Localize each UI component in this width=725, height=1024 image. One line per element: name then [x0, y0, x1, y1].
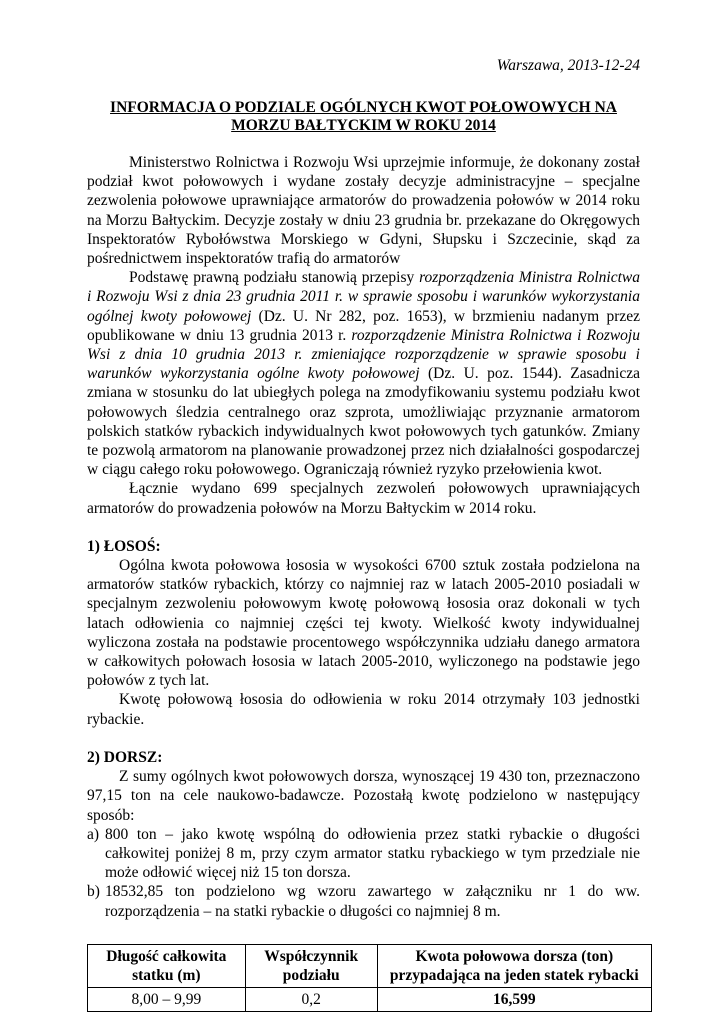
cod-quota-table: [87, 944, 652, 1012]
table-header-length: Długość całkowita statku (m): [88, 944, 246, 987]
table-header-coefficient: Współczynnik podziału: [245, 944, 377, 987]
salmon-paragraph-1: Ogólna kwota połowowa łososia w wysokości 6700 sztuk została podzielona na armatorów statków rybackich, którzy co najmniej raz w latach 2005-2010 posiadali w specjalnym zezwoleniu połowowym kwotę połowową łososia oraz dokonali w tych latach odłowienia co najmniej części tej kwoty. Wielkość kwoty indywidualnej wyliczona została na podstawie procentowego współczynnika udziału danego armatora w całkowitych połowach łososia w latach 2005-2010, wyliczonego na podstawie jego połowów z tych lat.: [87, 557, 640, 690]
section-heading-salmon: 1) ŁOSOŚ:: [87, 537, 161, 555]
regulation-title-2011: rozporządzenia Ministra Rolnictwa i Rozwoju Wsi z dnia 23 grudnia 2011 r. w sprawie sposobu i warunków wykorzystania ogólnej kwoty połowowej: [87, 269, 640, 325]
list-item-text: 800 ton – jako kwotę wspólną do odłowienia przez statki rybackie o długości całkowitej poniżej 8 m, przy czym armator statku rybackiego w tym przedziale nie może odłowić więcej niż 15 ton dorsza.: [105, 825, 640, 882]
list-item-label: b): [87, 883, 100, 901]
section-heading-cod: 2) DORSZ:: [87, 748, 163, 766]
table-header-row: [88, 944, 652, 987]
list-item-text: 18532,85 ton podzielono wg wzoru zawartego w załączniku nr 1 do ww. rozporządzenia – na statki rybackie o długości co najmniej 8 m.: [105, 883, 640, 920]
cod-allocation-list: [87, 825, 640, 921]
table-row: [88, 987, 652, 1011]
intro-p2-text-c: (Dz. U. Nr 282, poz. 1653), w brzmieniu nadanym przez opublikowane w dniu 13 grudnia 2013 r.: [87, 307, 640, 344]
list-item-label: a): [87, 825, 100, 843]
intro-paragraph-3: Łącznie wydano 699 specjalnych zezwoleń połowowych uprawniających armatorów do prowadzenia połowów na Morzu Bałtyckim w 2014 roku.: [87, 480, 640, 517]
document-title: INFORMACJA O PODZIALE OGÓLNYCH KWOT POŁOWOWYCH NA MORZU BAŁTYCKIM W ROKU 2014: [110, 99, 617, 134]
list-item: [87, 825, 640, 883]
document-date: Warszawa, 2013-12-24: [496, 57, 640, 74]
regulation-title-2013: rozporządzenie Ministra Rolnictwa i Rozwoju Wsi z dnia 10 grudnia 2013 r. zmieniające rozporządzenie w sprawie sposobu i warunków wykorzystania ogólne kwoty połowowej: [87, 326, 640, 383]
intro-p2-text-a: Podstawę prawną podziału stanowią przepisy: [129, 269, 420, 287]
table-cell-quota: 16,599: [377, 987, 651, 1011]
intro-p2-text-e: (Dz. U. poz. 1544). Zasadnicza zmiana w stosunku do lat ubiegłych polega na zmodyfikowaniu systemu podziału kwot połowowych śledzia centralnego oraz szprota, umożliwiając przyznanie armatorom polskich statków rybackich indywidualnych kwot połowowych tych gatunków. Zmiany te pozwolą armatorom na planowanie prowadzonej przez nich działalności gospodarczej w ciągu całego roku połowowego. Ograniczają również ryzyko przełowienia kwot.: [87, 365, 640, 479]
table-cell-coefficient: 0,2: [245, 987, 377, 1011]
intro-paragraph-2: [87, 268, 640, 479]
document-body: [87, 153, 640, 1012]
list-item: [87, 882, 640, 920]
table-cell-length: 8,00 – 9,99: [88, 987, 246, 1011]
cod-paragraph-1: Z sumy ogólnych kwot połowowych dorsza, wynoszącej 19 430 ton, przeznaczono 97,15 ton na cele naukowo-badawcze. Pozostałą kwotę podzielono w następujący sposób:: [87, 768, 640, 824]
salmon-paragraph-2: Kwotę połowową łososia do odłowienia w roku 2014 otrzymały 103 jednostki rybackie.: [87, 691, 640, 728]
table-header-quota: Kwota połowowa dorsza (ton) przypadająca na jeden statek rybacki: [377, 944, 651, 987]
intro-paragraph-1: Ministerstwo Rolnictwa i Rozwoju Wsi uprzejmie informuje, że dokonany został podział kwot połowowych i wydane zostały decyzje administracyjne – specjalne zezwolenia połowowe uprawniające armatorów do prowadzenia połowów w 2014 roku na Morzu Bałtyckim. Decyzje zostały w dniu 23 grudnia br. przekazane do Okręgowych Inspektoratów Rybołówstwa Morskiego w Gdyni, Słupsku i Szczecinie, skąd za pośrednictwem inspektoratów trafią do armatorów: [87, 154, 640, 268]
